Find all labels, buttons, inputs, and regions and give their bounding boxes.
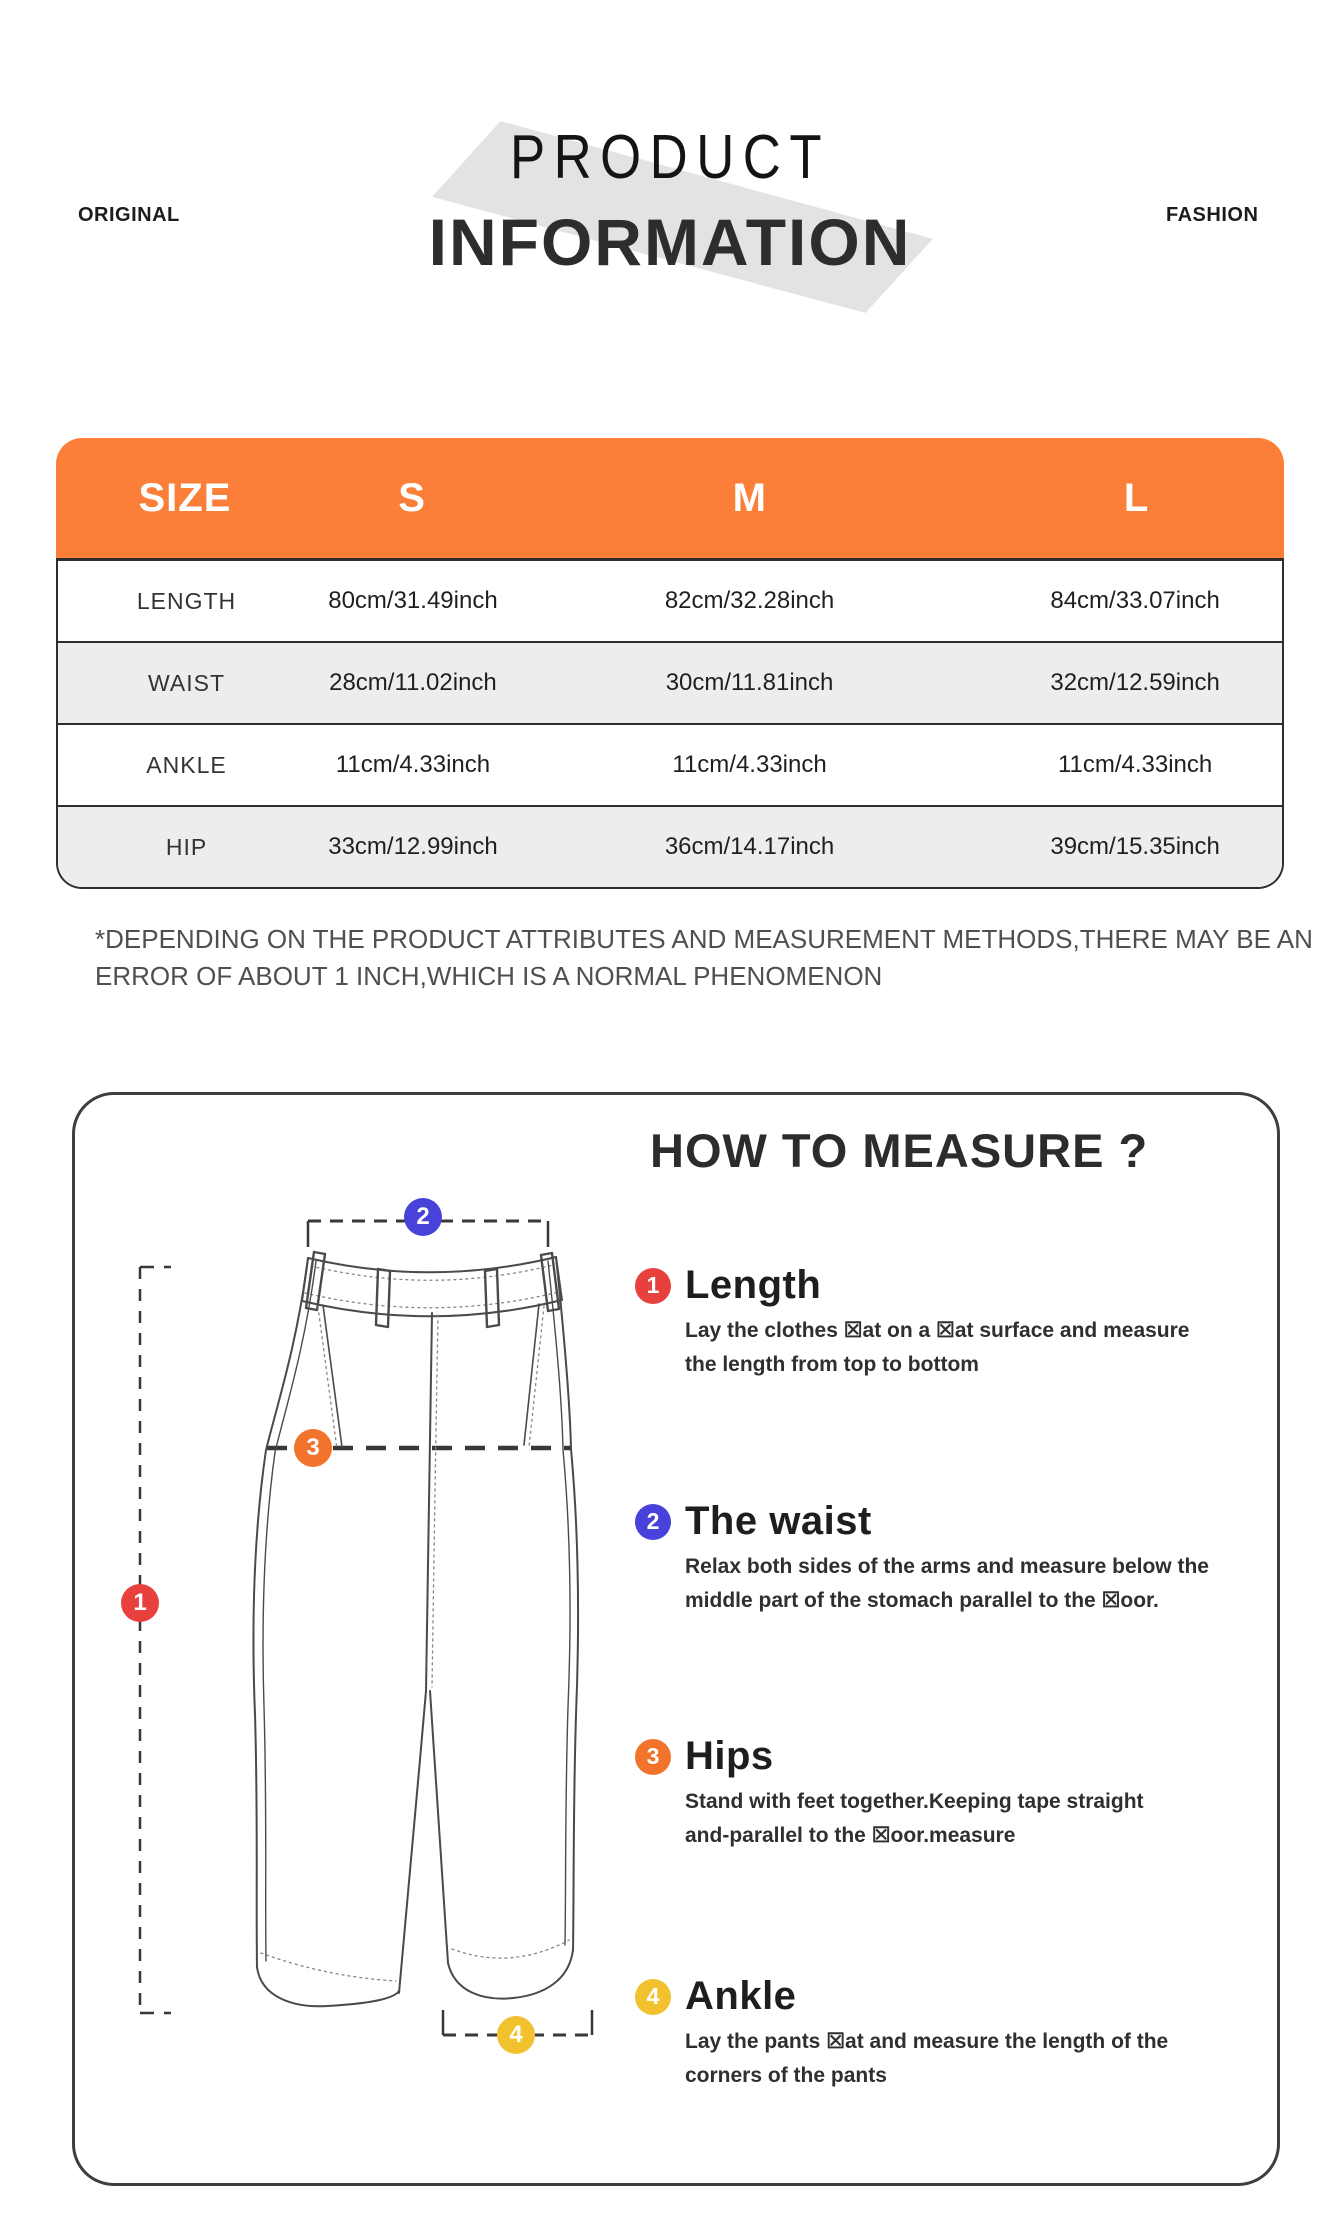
cell-l: 84cm/33.07inch — [1050, 587, 1220, 614]
size-table-body — [56, 558, 1284, 889]
diagram-marker-hips: 3 — [294, 1429, 332, 1467]
page-title-line1: PRODUCT — [509, 123, 831, 192]
step-description: Lay the clothes ☒at on a ☒at surface and measure the length from top to bottom — [685, 1319, 1190, 1376]
row-label: HIP — [165, 833, 208, 860]
cell-m: 36cm/14.17inch — [664, 833, 835, 860]
col-header-s: S — [398, 475, 426, 520]
step-heading: Length — [685, 1263, 822, 1307]
step-number-badge: 2 — [635, 1504, 671, 1540]
cell-l: 39cm/15.35inch — [1050, 833, 1220, 860]
table-row-length — [58, 561, 1282, 641]
how-to-measure-title: HOW TO MEASURE ? — [650, 1124, 1149, 1177]
table-row-waist — [58, 641, 1282, 723]
table-row-hip — [58, 805, 1282, 887]
diagram-marker-ankle: 4 — [497, 2016, 535, 2054]
cell-s: 33cm/12.99inch — [328, 833, 498, 860]
step-description: Stand with feet together.Keeping tape straight and-parallel to the ☒oor.measure — [685, 1790, 1144, 1847]
row-label: LENGTH — [136, 587, 237, 614]
disclaimer-note — [95, 921, 1313, 995]
diagram-marker-length: 1 — [121, 1584, 159, 1622]
row-label: ANKLE — [146, 751, 227, 778]
step-length — [635, 1263, 1225, 1381]
cell-m: 11cm/4.33inch — [672, 751, 827, 778]
page-title-line2: INFORMATION — [428, 205, 912, 279]
cell-m: 30cm/11.81inch — [665, 669, 834, 696]
brand-label-original: ORIGINAL — [78, 204, 180, 226]
size-table-header — [56, 438, 1284, 558]
cell-s: 80cm/31.49inch — [328, 587, 498, 614]
step-number-badge: 4 — [635, 1979, 671, 2015]
row-label: WAIST — [148, 669, 225, 696]
size-table — [56, 438, 1284, 889]
step-hips — [635, 1734, 1225, 1852]
step-waist — [635, 1499, 1225, 1617]
step-number-badge: 1 — [635, 1268, 671, 1304]
col-header-l: L — [1123, 475, 1150, 520]
step-description: Relax both sides of the arms and measure below the middle part of the stomach parallel to the ☒oor. — [685, 1555, 1209, 1612]
cell-s: 28cm/11.02inch — [329, 669, 497, 696]
step-heading: The waist — [685, 1499, 872, 1543]
brand-label-fashion: FASHION — [1166, 204, 1259, 226]
table-row-ankle — [58, 723, 1282, 805]
cell-s: 11cm/4.33inch — [335, 751, 491, 778]
step-heading: Ankle — [685, 1974, 797, 2018]
diagram-marker-waist: 2 — [404, 1198, 442, 1236]
step-ankle — [635, 1974, 1225, 2092]
col-header-size: SIZE — [138, 475, 232, 520]
how-to-measure-panel — [72, 1092, 1280, 2186]
step-description: Lay the pants ☒at and measure the length of the corners of the pants — [685, 2030, 1169, 2087]
cell-l: 32cm/12.59inch — [1050, 669, 1220, 696]
step-heading: Hips — [685, 1734, 774, 1778]
cell-l: 11cm/4.33inch — [1057, 751, 1213, 778]
pants-outline — [253, 1252, 578, 2006]
disclaimer-line1: *DEPENDING ON THE PRODUCT ATTRIBUTES AND MEASUREMENT METHODS,THERE MAY BE AN — [95, 924, 1313, 954]
col-header-m: M — [732, 475, 767, 520]
cell-m: 82cm/32.28inch — [664, 587, 835, 614]
measurement-guides — [140, 1221, 592, 2035]
step-number-badge: 3 — [635, 1739, 671, 1775]
disclaimer-line2: ERROR OF ABOUT 1 INCH,WHICH IS A NORMAL PHENOMENON — [95, 961, 883, 991]
